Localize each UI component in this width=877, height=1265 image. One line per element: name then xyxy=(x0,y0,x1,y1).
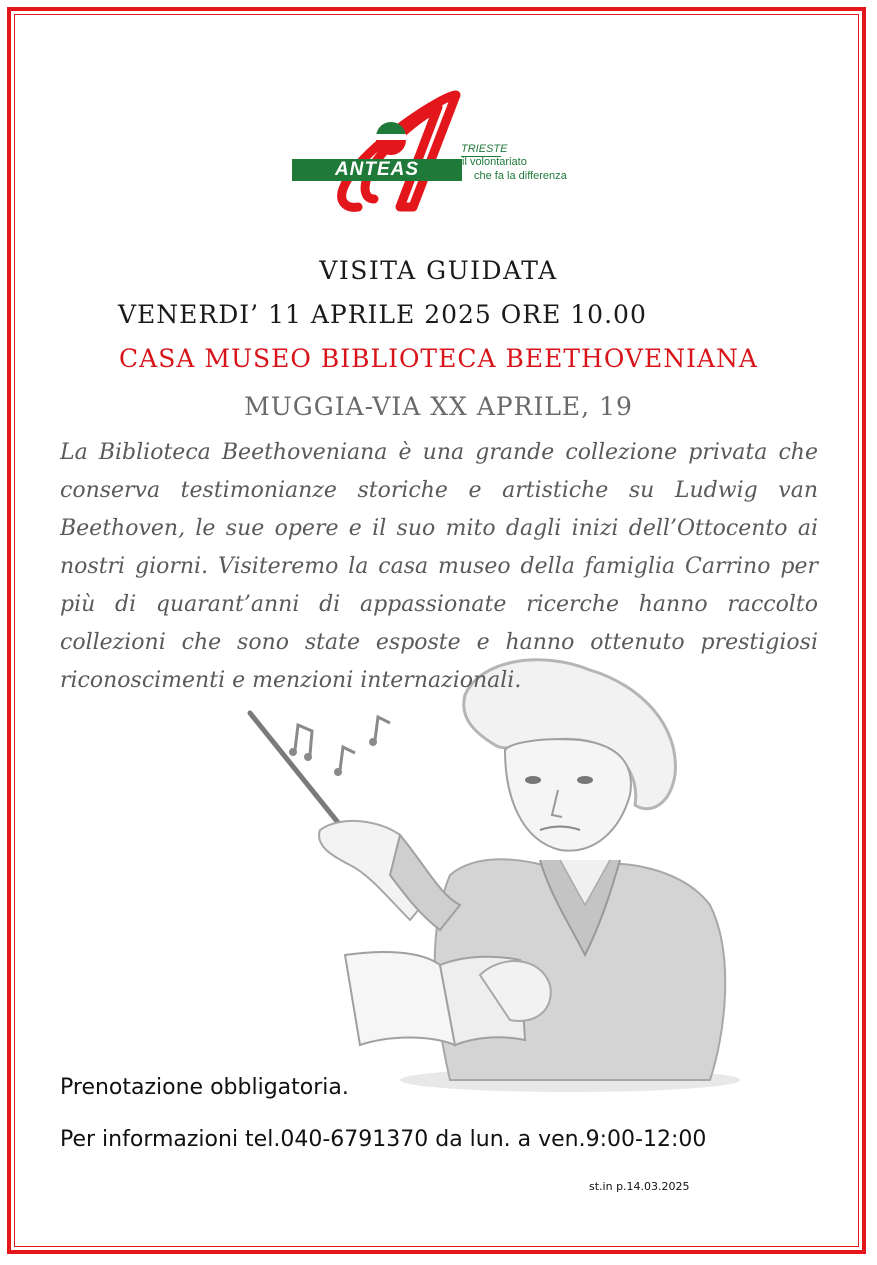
print-stamp: st.in p.14.03.2025 xyxy=(589,1180,690,1193)
logo-tagline-line1: il volontariato xyxy=(462,156,527,168)
event-date: VENERDI’ 11 APRILE 2025 ORE 10.00 xyxy=(118,300,647,329)
logo-wordmark: ANTEAS xyxy=(292,159,462,181)
logo-tagline-line2: che fa la differenza xyxy=(474,170,567,182)
booking-note: Prenotazione obbligatoria. xyxy=(60,1075,349,1100)
anteas-logo xyxy=(288,85,588,215)
event-description: La Biblioteca Beethoveniana è una grande collezione privata che conserva testimonianze storiche e artistiche su Ludwig van Beethoven, le sue opere e il suo mito dagli inizi dell’Ottocento ai nostri giorni. Visiteremo la casa museo della famiglia Carrino per più di quarant’anni di appassionate ricerche hanno raccolto collezioni che sono state esposte e hanno ottenuto prestigiosi riconoscimenti e menzioni internazionali. xyxy=(60,440,818,693)
event-title: VISITA GUIDATA xyxy=(319,256,558,285)
venue-address: MUGGIA-VIA XX APRILE, 19 xyxy=(244,392,633,421)
beethoven-illustration xyxy=(240,655,740,1095)
contact-info: Per informazioni tel.040-6791370 da lun. a ven.9:00-12:00 xyxy=(60,1127,707,1152)
logo-city: TRIESTE xyxy=(461,143,508,155)
venue-name: CASA MUSEO BIBLIOTECA BEETHOVENIANA xyxy=(119,344,758,373)
